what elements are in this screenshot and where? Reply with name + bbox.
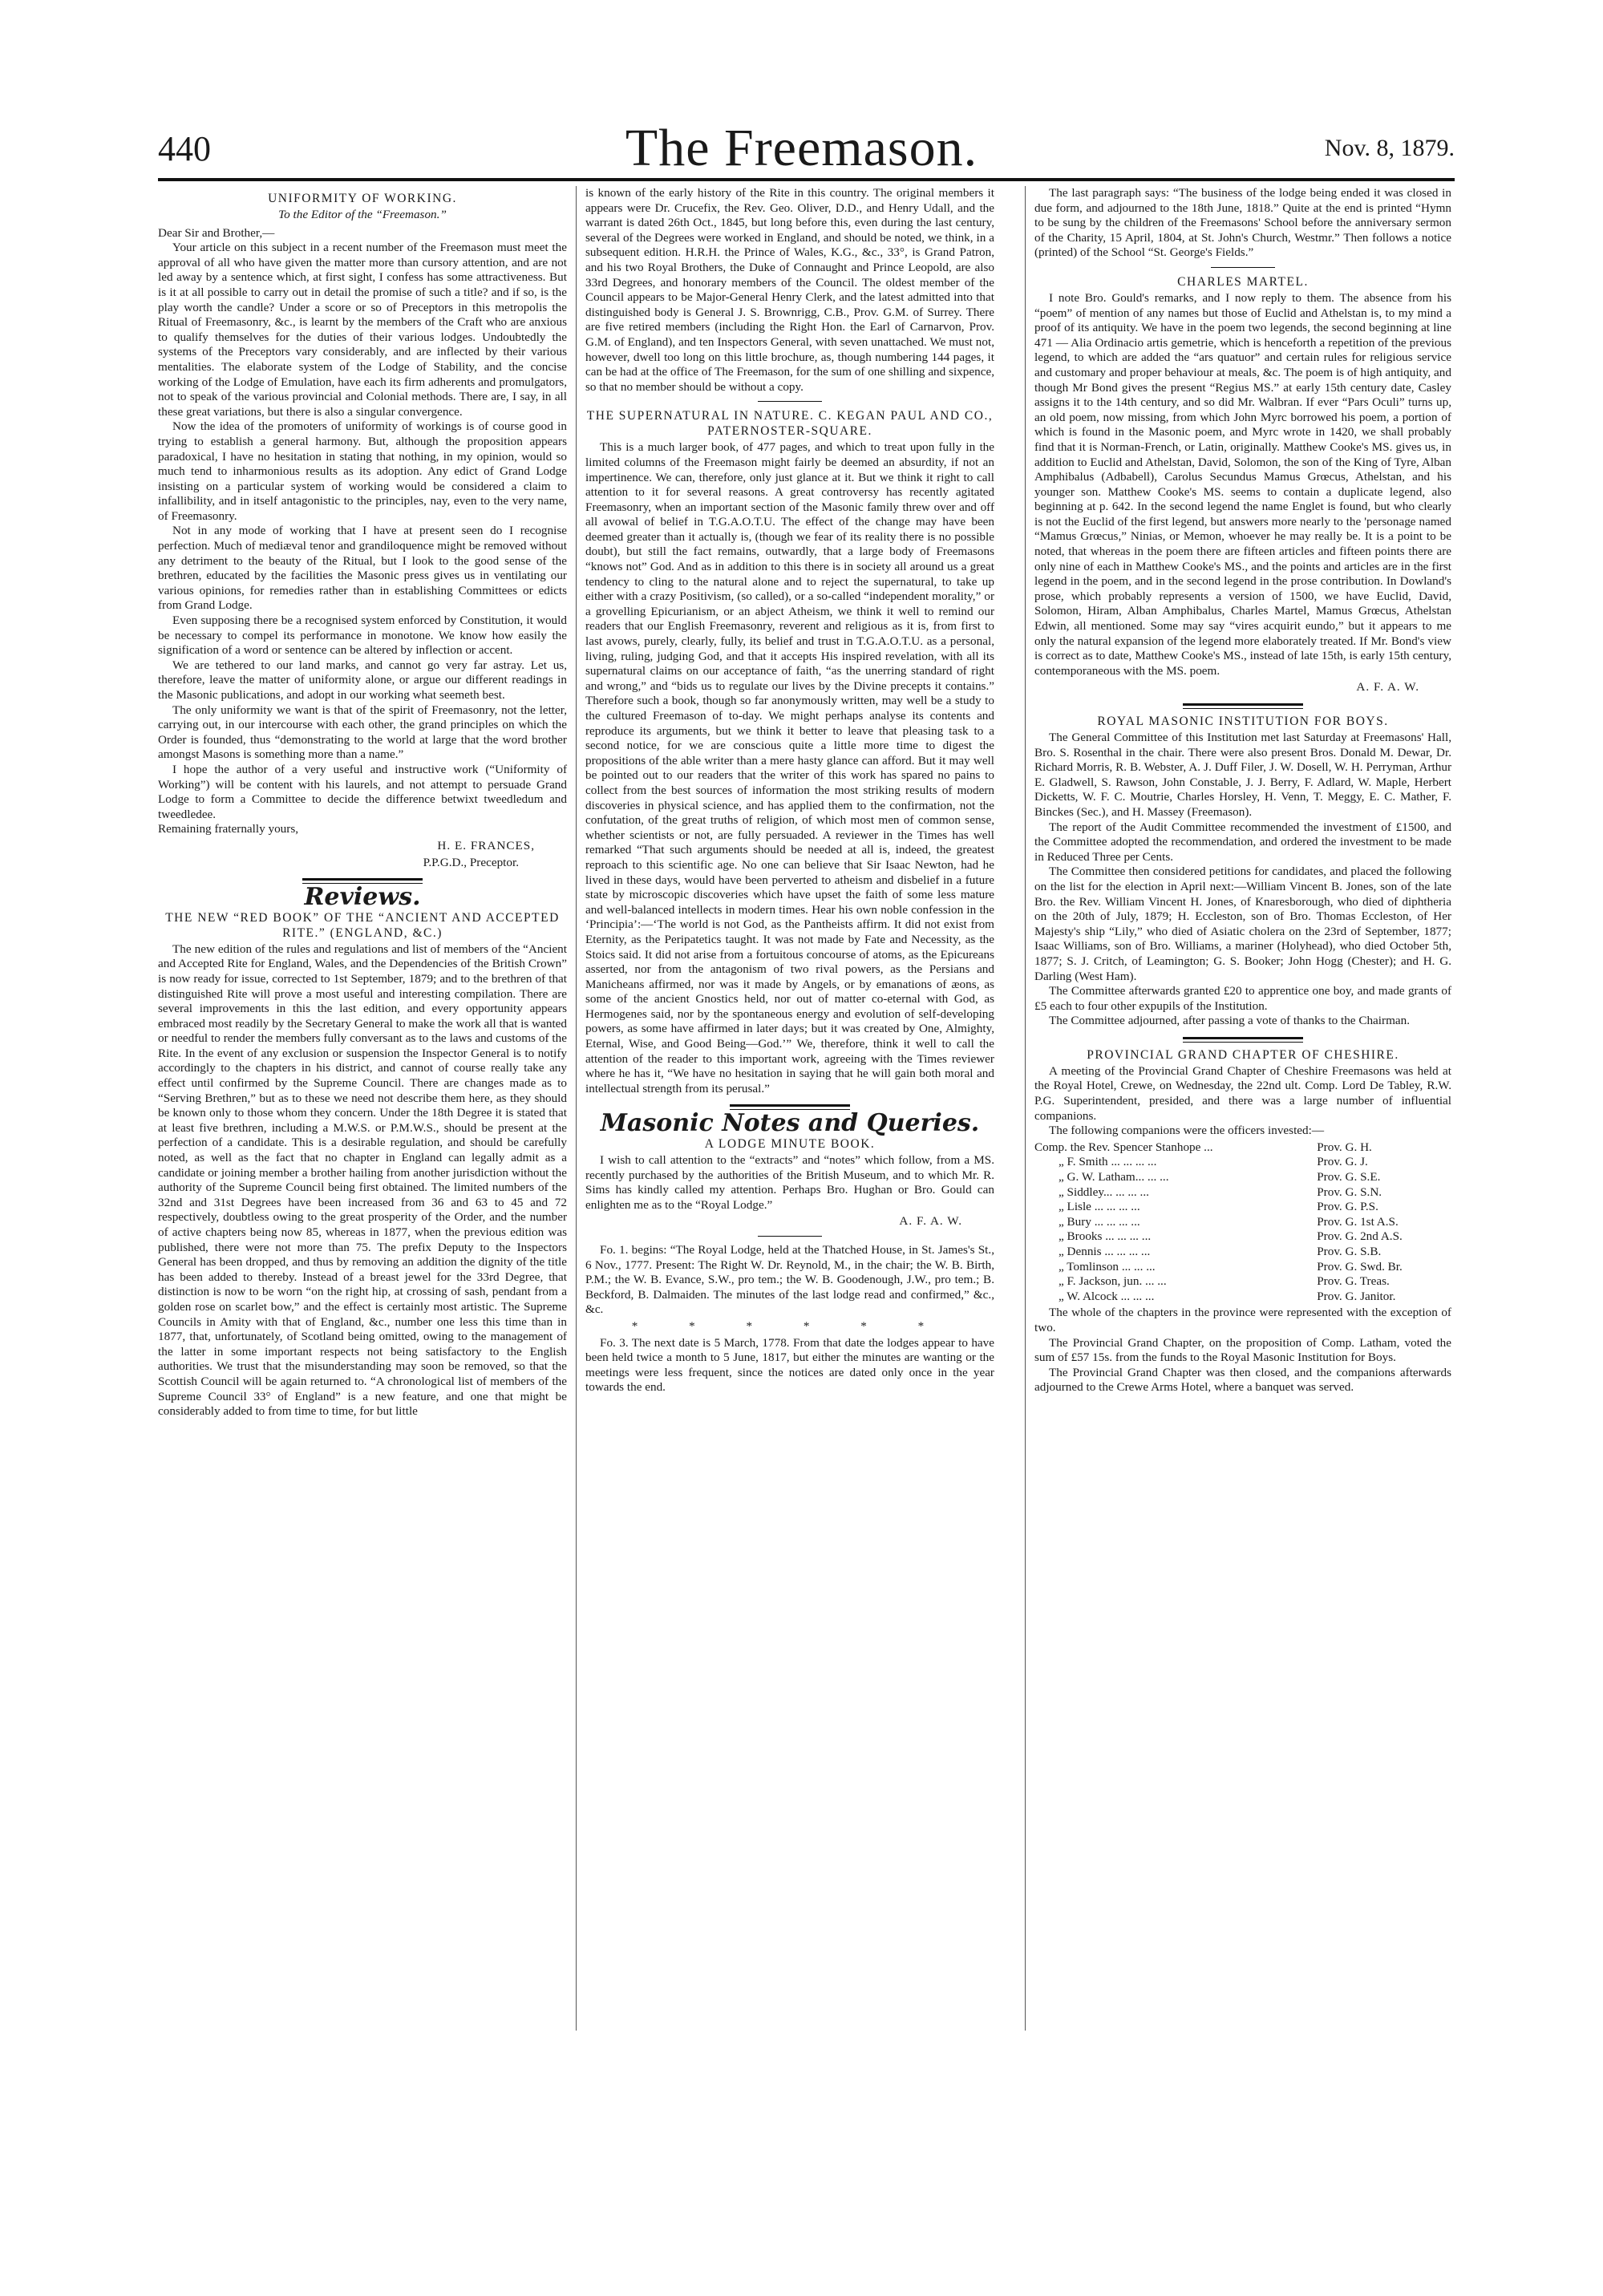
officer-office: Prov. G. Janitor. xyxy=(1317,1289,1396,1303)
paragraph: The Committee adjourned, after passing a vote of thanks to the Chairman. xyxy=(1049,1014,1411,1028)
article-heading: THE SUPERNATURAL IN NATURE. C. KEGAN PAUL AND CO., PATERNOSTER-SQUARE. xyxy=(586,409,994,439)
paragraph: The last paragraph says: “The business of the lodge being ended it was closed in due form, and adjourned to the 18th June, 1818.” Quite at the end is printed “Hymn to be sung by the children of the Freemasons' School before the anniversary sermon of the Charity, 15 April, 1804, at St. John's Church, Westmr.” Then follows a notice (printed) of the School “St. George's Fields.” xyxy=(1034,186,1451,260)
section-rule xyxy=(1211,267,1275,268)
section-rule xyxy=(1183,1037,1303,1043)
paragraph: Not in any mode of working that I have at present seen do I recognise perfection. Much of mediæval tenor and grandiloquence might be removed without any detriment to the beauty of the Ritual, but I look to the good sense of the brethren, educated by the facilities the Masonic press gives us in ventilating our various opinions, for remedies rather than in establishing Committees or edicts from Grand Lodge. xyxy=(158,524,567,613)
officer-row xyxy=(1034,1229,1451,1245)
officer-row xyxy=(1034,1200,1451,1215)
paragraph: Your article on this subject in a recent number of the Freemason must meet the approval of all who have given the matter more than cursory attention, and are not led away by a sentence which, at first sight, I confess has some attractiveness. But is it at all possible to carry out in detail the promise of such a title? and if so, is the play worth the candle? Under a score or so of Preceptors in this metropolis the Ritual of Freemasonry, &c., is learnt by the members of the Craft who are anxious to qualify themselves for the duties of their various lodges. Undoubtedly the systems of the Preceptors vary considerably, and are inflected by their various mentalities. The elaborate system of the Lodge of Stability, and the concise working of the Lodge of Emulation, have each its firm adherents and promulgators, not to speak of the various provincial and Colonial methods. There are, I say, in all these great variations, but there is also a singular convergence. xyxy=(158,241,567,419)
officer-row xyxy=(1034,1274,1451,1290)
section-rule xyxy=(1183,703,1303,709)
paragraph: The Committee then considered petitions for candidates, and placed the following on the list for the election in April next:—William Vincent B. Jones, son of the late Bro. the Rev. William Vincent H. Jones, of Knaresborough, who died of diphtheria on the 20th of July, 1879; H. Eccleston, son of Bro. Thomas Eccleston, of Her Majesty's ship “Lily,” who died of Asiatic cholera on the 23rd of September, 1877; Isaac Williams, son of Bro. Williams, a mariner (Holyhead), who died October 5th, 1877; S. J. Critch, of Leamington; G. S. Booker; John Hogg (Chester); and H. G. Darling (West Ham). xyxy=(1034,865,1451,983)
section-rule xyxy=(758,401,822,402)
officer-office: Prov. G. S.B. xyxy=(1317,1245,1382,1258)
article-heading: ROYAL MASONIC INSTITUTION FOR BOYS. xyxy=(1097,715,1389,728)
officer-office: Prov. G. S.N. xyxy=(1317,1184,1382,1199)
column-1 xyxy=(158,186,567,1419)
officer-name: „ F. Smith ... ... ... ... xyxy=(1059,1155,1157,1169)
paragraph: Now the idea of the promoters of uniformity of workings is of course good in trying to establish a general harmony. But, although the proposition appears paradoxical, I have no hesitation in stating that nothing, in my opinion, would so much tend to inharmonious results as its adoption. Any edict of Grand Lodge insisting on a particular system of working would be considered a claim to infallibility, and in itself antagonistic to the principles, nay, even to the very name, of Freemasonry. xyxy=(158,419,567,523)
article-heading: CHARLES MARTEL. xyxy=(1177,274,1309,289)
officer-office: Prov. G. P.S. xyxy=(1317,1200,1378,1214)
paragraph: The whole of the chapters in the province were represented with the exception of two. xyxy=(1034,1306,1451,1334)
officer-name: „ Bury ... ... ... ... xyxy=(1059,1214,1140,1229)
officer-office: Prov. G. Treas. xyxy=(1317,1274,1390,1289)
column-divider xyxy=(1025,186,1026,2031)
to-editor: To the Editor of the “Freemason.” xyxy=(278,208,447,221)
section-title-notes: Masonic Notes and Queries. xyxy=(600,1109,980,1138)
officer-row xyxy=(1034,1155,1451,1170)
officer-office: Prov. G. S.E. xyxy=(1317,1170,1381,1184)
section-title-reviews: Reviews. xyxy=(304,883,421,912)
officer-name: „ Siddley... ... ... ... xyxy=(1059,1184,1149,1199)
officer-name: Comp. the Rev. Spencer Stanhope ... xyxy=(1034,1140,1213,1154)
asterisks: * * * * * * xyxy=(631,1318,949,1333)
paragraph: is known of the early history of the Rite in this country. The original members it appears were Dr. Crucefix, the Rev. Geo. Oliver, D.D., and Henry Udall, and the warrant is dated 26th Oct., 1845, but long before this, even during the last century, several of the Degrees were worked in England, and should be noted, we think, in a subsequent edition. H.R.H. the Prince of Wales, K.G., &c., 33°, is Grand Patron, and his two Royal Brothers, the Duke of Connaught and Prince Leopold, are also 33rd Degrees, and honorary members of the Council. The oldest member of the Council appears to be Major-General Henry Clerk, and the latest admitted into that distinguished body is General J. S. Brownrigg, C.B., Prov. G.M. of Surrey. There are five retired members (including the Right Hon. the Earl of Carnarvon, Prov. G.M. of England), and ten Inspectors General, with seven unattached. We must not, however, dwell too long on this little brochure, as, though numbering 144 pages, it can be had at the office of The Freemason, for the sum of one shilling and sixpence, so that no member should be without a copy. xyxy=(585,186,994,394)
page-number: 440 xyxy=(158,129,211,168)
column-3 xyxy=(1034,186,1451,1395)
officer-name: „ W. Alcock ... ... ... xyxy=(1059,1289,1155,1303)
article-heading: UNIFORMITY OF WORKING. xyxy=(268,192,457,205)
paragraph: The only uniformity we want is that of the spirit of Freemasonry, not the letter, carrying out, in our intercourse with each other, the grand principles on which the Order is founded, thus “demonstrating to the world at large that the word brother amongst Masons is something more than a name.” xyxy=(158,703,567,762)
paragraph: I wish to call attention to the “extracts” and “notes” which follow, from a MS. recently purchased by the authorities of the British Museum, and to which Mr. R. Sims has kindly called my attention. Perhaps Bro. Hughan or Bro. Gould can enlighten me as to the “Royal Lodge.” xyxy=(585,1153,994,1212)
paragraph: I note Bro. Gould's remarks, and I now reply to them. The absence from his “poem” of mention of any names but those of Euclid and Athelstan is, to my mind a proof of its antiquity. We have in the poem two legends, the second beginning at line 471 — Alia Ordinacio artis gemetrie, which is henceforth a repetition of the previous legend, to which are added the “ars quatuor” and certain rules for religious service and customary and proper behaviour at meals, &c. The poem is of high antiquity, and though Mr Bond gives the present “Regius MS.” at early 15th century date, Casley assigns it to the 14th century, and so did Mr. Walbran. If ever “Pars Oculi” turns up, an old poem, now missing, from which John Myrc borrowed his poem, a portion of which is found in the Masonic poem, and Myrc wrote in 1420, we shall probably find that it is Norman-French, or Latin, originally. Matthew Cooke's MS. gives us, in addition to Euclid and Athelstan, David, Solomon, the son of the King of Tyre, Alban Amphibalus (Adbabell), Carolus Secundus Mamus Grœcus, Athelstan, and his younger son. Matthew Cooke's MS. seems to contain a duplicate legend, also beginning at p. 642. In the second legend the name Englet is found, but who clearly is not the Euclid of the first legend, but answers more nearly to the 'personage named “Mamus Grœcus,” Ninias, or Memon, whoever he may really be. It is a point to be noted, that whereas in the poem there are fifteen articles and fifteen points there are only nine of each in Matthew Cooke's MS., and the points and articles are in the first legend in the poem, and in the second legend in the prose contribution. In Dowland's prose, which probably represents a version of 1500, we have Euclid, David, Solomon, Hiram, Alban Amphibalus, Charles Martel, Mamus Grœcus, Athelstan Edwin, all mentioned. Some may say “vires acquirit eundo,” but it appears to me only the natural expansion of the legend more elaborately treated. If Mr. Bond's view is correct as to date, Matthew Cooke's MS., instead of late 15th, is early 15th century, contemporaneous with the MS. poem. xyxy=(1034,290,1451,678)
closing: Remaining fraternally yours, xyxy=(158,822,299,836)
officer-row xyxy=(1034,1140,1451,1156)
paragraph: The report of the Audit Committee recommended the investment of £1500, and the Committee adopted the recommendation, and ordered the investment to be made in Reduced Three per Cents. xyxy=(1034,820,1451,864)
paragraph: The General Committee of this Institution met last Saturday at Freemasons' Hall, Bro. S. Rosenthal in the chair. There were also present Bros. Donald M. Dewar, Dr. Richard Morris, R. B. Webster, A. J. Duff Filer, J. W. Dosell, W. H. Perryman, Arthur E. Gladwell, S. Rawson, John Constable, J. J. Berry, F. Adlard, W. Maple, Herbert Dicketts, W. F. C. Moutrie, Charles Horsley, H. Venn, T. Meggy, E. C. Mather, F. Binckes (Sec.), and H. Massey (Freemason). xyxy=(1034,731,1451,819)
paragraph: The Provincial Grand Chapter was then closed, and the companions afterwards adjourned to the Crewe Arms Hotel, where a banquet was served. xyxy=(1034,1365,1451,1395)
paragraph: Fo. 1. begins: “The Royal Lodge, held at the Thatched House, in St. James's St., 6 Nov., 1777. Present: The Right W. Dr. Reynold, M., in the chair; the W. B. Birth, P.M.; the W. B. Evance, S.W., pro tem.; the W. B. Goodenough, J.W., pro tem.; B. Beckford, B. Dalmaiden. The minutes of the last lodge read and confirmed,” &c., &c. xyxy=(585,1243,994,1317)
officer-row xyxy=(1034,1290,1451,1305)
signature-title: P.P.G.D., Preceptor. xyxy=(423,855,519,869)
officer-name: „ Brooks ... ... ... ... xyxy=(1059,1229,1152,1244)
officer-office: Prov. G. 1st A.S. xyxy=(1317,1214,1399,1229)
masthead-rule xyxy=(158,178,1455,181)
column-divider xyxy=(576,186,577,2031)
officer-name: „ F. Jackson, jun. ... ... xyxy=(1059,1274,1167,1289)
masthead-title: The Freemason. xyxy=(625,119,978,177)
officer-row xyxy=(1034,1245,1451,1260)
officer-row xyxy=(1034,1215,1451,1230)
officer-row xyxy=(1034,1185,1451,1201)
officers-table xyxy=(1034,1140,1451,1305)
officer-office: Prov. G. J. xyxy=(1317,1155,1368,1169)
signature: A. F. A. W. xyxy=(1356,680,1419,694)
officer-name: „ G. W. Latham... ... ... xyxy=(1059,1170,1169,1184)
paragraph: This is a much larger book, of 477 pages, and which to treat upon fully in the limited columns of the Freemason might fairly be deemed an absurdity, if not an impertinence. We can, therefore, only just glance at it. But we think it right to call attention to it for several reasons. A great controversy has recently agitated Freemasonry, when an important section of the Masonic family threw over and off all avowal of belief in T.G.A.O.T.U. The effect of the change may have been deemed greater than it actually is, (though we fear of its reality there is no possible doubt), but still the fact remains, outwardly, that a large body of Freemasons “knows not” God. And as in addition to this there is in society all around us a great tendency to cling to the natural alone and to reject the supernatural, to take up either with a crazy Positivism, (so called), or a so-called “independent morality,” or a grovelling Epicurianism, or an abject Atheism, we think it well to remind our readers that our English Freemasonry, reverent and religious as it is, from first to last avows, purely, clearly, fully, its belief and trust in T.G.A.O.T.U. as a personal, living, ruling, judging God, and that it accepts His inspired revelation, with all its supernatural claims on our acceptance of faith, “as the unerring standard of right and wrong,” and “bids us to regulate our lives by the Divine precepts it contains.” Therefore such a book, though so far anonymously written, may well be a study to the cultured Freemason of to-day. We might perhaps analyse its contents and reproduce its arguments, but we think it better to leave that pleasing task to a second notice, for we are conscious quite a little more time to digest the propositions of the able writer than a mere hasty glance can afford. But it may well be pointed out to our readers that the writer of this work has spared no pains to collect from the best sources of information the most striking results of modern discoveries in physical science, and has applied them to the confirmation, not the confutation, of the great truths of religion, of which most men of common sense, whether scientists or not, are fully persuaded. A reviewer in the Times has well remarked “That such arguments should be needed at all is, indeed, the greatest reproach to this scientific age. No one can believe that Sir Isaac Newton, had he lived in these days, would have been perverted to atheism and disbelief in a future state by microscopic discoveries which have upset the faith of some less mature and well-balanced intellects in modern times. Hear his own noble confession in the ‘Principia’:—‘The world is not God, as the Pantheists affirm. It did not exist from Eternity, as the Peripatetics taught. It was not made by Fate and Necessity, as the Stoics said. It did not arise from a fortuitous concourse of atoms, as the Epicureans asserted, nor from the antagonism of two rival powers, as the Persians and Manicheans affirmed, nor was it made by Angels, or by emanations of æons, as some of the ancient Gnostics held, nor out of matter co-eternal with God, as Hermogenes said, nor by the spontaneous energy and evolution of self-developing powers, as some have affirmed in later days; but it was created by One, Almighty, Eternal, Wise, and Good Being—God.’” We, therefore, think it well to call the attention of the reader to this important work, agreeing with the Times reviewer where he has it, “We have no hesitation in saying that he will gain both moral and intellectual strength from its perusal.” xyxy=(585,440,994,1095)
officer-row xyxy=(1034,1170,1451,1185)
article-heading: THE NEW “RED BOOK” OF THE “ANCIENT AND ACCEPTED RITE.” (ENGLAND, &C.) xyxy=(165,910,560,940)
paragraph: I hope the author of a very useful and instructive work (“Uniformity of Working”) will be content with his laurels, and not attempt to persuade Grand Lodge to form a Committee to decide the difference betwixt tweedledum and tweedledee. xyxy=(158,762,567,821)
officer-name: „ Lisle ... ... ... ... xyxy=(1059,1200,1140,1214)
paragraph: The new edition of the rules and regulations and list of members of the “Ancient and Accepted Rite for England, Wales, and the Dependencies of the British Crown” is now ready for issue, corrected to 1st September, 1879; and to the brethren of that distinguished Rite will prove a most useful and interesting compilation. There are several improvements in this the last edition, and every opportunity appears embraced most readily by the Secretary General to make the work all that is wanted or needful to render the members fully conversant as to the laws and customs of the Rite. In the event of any exclusion or suspension the Inspector General is to notify accordingly to the chapters in his district, and cannot of course really take any effect until confirmed by the Supreme Council. There are changes made as to “Serving Brethren,” but as to these we need not describe them here, as they should be known only to those whom they concern. Under the 18th Degree it is stated that at least five brethren, including a M.W.S. or P.M.W.S., should be present at the perfection of a candidate. This is a desirable regulation, and should be carefully noted, as well as the fact that no chapter in England can legally admit as a candidate or joining member a brother hailing from another jurisdiction without the authority of the Supreme Council being first obtained. The limited numbers of the 32nd and 31st Degrees have been increased from 36 and 63 to 45 and 72 respectively, doubtless owing to the great prosperity of the Order, and the number of active chapters being now 85, whereas in 1877, when the previous edition was published, there were not more than 75. The prefix Deputy to the Inspectors General has been dropped, and thus by removing an addition the dignity of the title has been added to thereby. Instead of a breast jewel for the 33rd Degree, that distinction is now to be worn “on the right hip, at crossing of sash, pendant from a golden rose on scarlet bow,” and the effect is certainly most artistic. The Supreme Councils in Amity with that of England, &c., number one less this time than in 1877, that, unfortunately, of Scotland being omitted, owing to the management of the latter in some important respects not being satisfactory to the English authorities. We trust that the misunderstanding may soon be removed, so that the Scottish Council will be again returned to. “A chronological list of members of the Supreme Council 33° of England” is a new feature, and one that might be considerably added to from time to time, for but little xyxy=(158,941,567,1419)
column-2 xyxy=(585,186,994,1395)
officer-name: „ Dennis ... ... ... ... xyxy=(1059,1245,1151,1258)
salutation: Dear Sir and Brother,— xyxy=(158,225,275,240)
paragraph: The following companions were the officers invested:— xyxy=(1049,1124,1325,1138)
officer-office: Prov. G. H. xyxy=(1317,1140,1372,1154)
paragraph: The Committee afterwards granted £20 to apprentice one boy, and made grants of £5 each to four other expupils of the Institution. xyxy=(1034,984,1451,1013)
paragraph: A meeting of the Provincial Grand Chapter of Cheshire Freemasons was held at the Royal Hotel, Crewe, on Wednesday, the 22nd ult. Comp. Lord De Tabley, R.W. P.G. Superintendent, presided, and there was a large number of influential companions. xyxy=(1034,1063,1451,1123)
officer-office: Prov. G. Swd. Br. xyxy=(1317,1259,1403,1274)
paragraph: The Provincial Grand Chapter, on the proposition of Comp. Latham, voted the sum of £57 15s. from the funds to the Royal Masonic Institution for Boys. xyxy=(1034,1335,1451,1365)
article-heading: A LODGE MINUTE BOOK. xyxy=(704,1137,876,1152)
officer-row xyxy=(1034,1260,1451,1275)
paragraph: Fo. 3. The next date is 5 March, 1778. From that date the lodges appear to have been held twice a month to 5 June, 1817, but either the minutes are wanting or the meetings were less frequent, since the notices are dated only once in the year towards the end. xyxy=(585,1335,994,1395)
officer-name: „ Tomlinson ... ... ... xyxy=(1059,1259,1156,1274)
signature: H. E. FRANCES, xyxy=(437,838,535,852)
officer-office: Prov. G. 2nd A.S. xyxy=(1317,1229,1403,1244)
paragraph: We are tethered to our land marks, and cannot go very far astray. Let us, therefore, leave the matter of uniformity alone, or argue our different readings in the Masonic publications, and adopt in our working what seemeth best. xyxy=(158,658,567,702)
signature: A. F. A. W. xyxy=(899,1214,962,1229)
paragraph: Even supposing there be a recognised system enforced by Constitution, it would be necessary to compel its performance in monotone. We know how easily the signification of a word or sentence can be altered by inflection or accent. xyxy=(158,613,567,658)
article-heading: PROVINCIAL GRAND CHAPTER OF CHESHIRE. xyxy=(1087,1047,1399,1062)
section-rule xyxy=(758,1236,822,1237)
issue-date: Nov. 8, 1879. xyxy=(1324,135,1455,161)
